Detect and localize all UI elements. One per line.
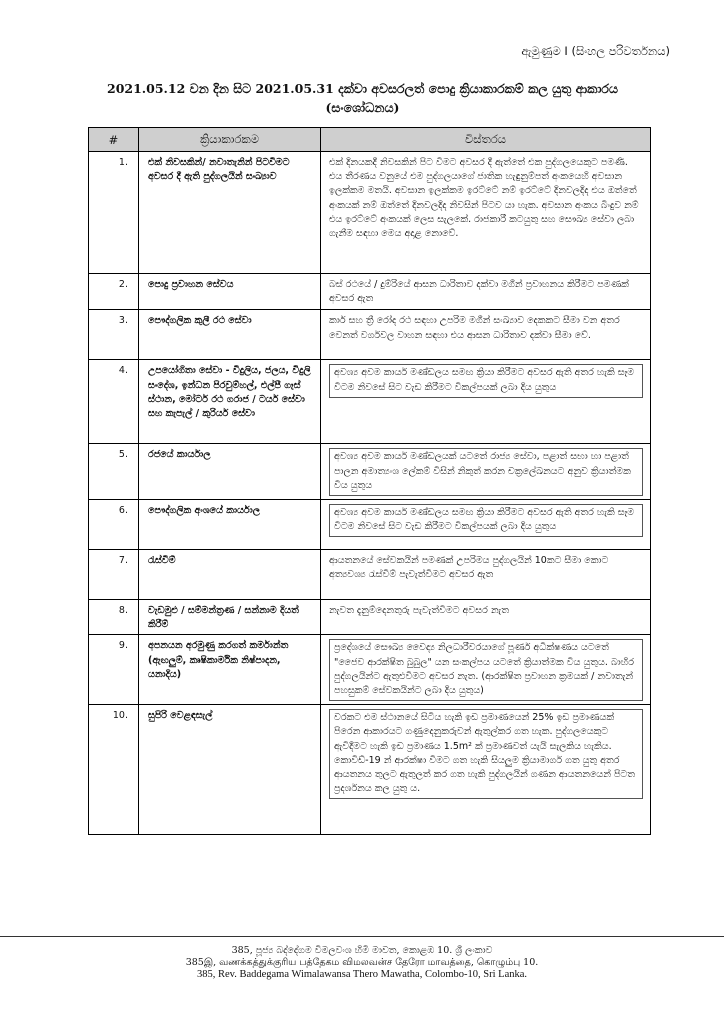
row-details: වරකට එම ස්ථානයේ සිටිය හැකි ඉඩ ප්‍රමාණයෙන් 25% ඉඩ ප්‍රමාණයක් පිරෙන ආකාරයට ගණුදෙනුකරුවන් ඇතුල්කර ගත හැක. පුද්ගලයෙකුට ඇවිදීමට හැකි ඉඩ ප්‍රමාණය 1.5m² ක් ප්‍රමාණවත් යැයි සැලකිය හැකිය. කොවිඩ්-19 න් ආරක්ෂා වීමට ගත හැකි සියලුම ක්‍රියාමාර්ග ගත යුතු අතර ආයතනය තුලට ඇතුලත් කර ගත හැකි පුද්ගලයින් ගණන ආයතනයෙන් පිටත ප්‍රදර්ශනය කල යුතු ය. [329,709,643,799]
row-details: නැවත දැනුම්දෙනතුරු පැවැත්වීමට අවසර නැත [329,605,509,617]
table-row [89,444,651,500]
table-row [89,705,651,835]
row-number: 3. [89,310,139,360]
row-activity: අපනයන අරමුණු කරගත් කර්මාන්ත (ඇඟලුම්, කෘෂිකාර්මික නිෂ්පාදන, යනාදිය) [139,635,321,705]
row-number: 4. [89,360,139,444]
row-details-cell [321,635,651,705]
row-details-cell [321,500,651,550]
document-title [60,79,665,117]
table-row [89,550,651,600]
row-number: 8. [89,600,139,635]
table-row [89,310,651,360]
row-number: 9. [89,635,139,705]
row-details: එක් දිනයකදී නිවසකින් පිට වීමට අවසර දී ඇත්තේ එක පුද්ගලයෙකුට පමණි. එය තීරණය වනුයේ එම පුද්ගලයාගේ ජාතික හැඳුනුම්පත් අංකයෙහි අවසාන ඉලක්කම මතයි. අවසාන ඉලක්කම ඉරට්ටේ නම් ඉරට්ටේ දිනවලදිද එය ඔත්තේ අංකයක් නම් ඔත්තේ දිනවලදිද නිවසින් පිටව යා හැක. අවසාන අංකය බිංදුව නම් එය ඉරට්ටේ අංකයක් ලෙස සැලකේ. රාජකාරී කටයුතු සහ සෞඛ්‍ය සේවා ලබා ගැනීම සඳහා මෙය අදාළ නොවේ. [329,157,639,240]
row-activity: උපයෝගිතා සේවා - විදුලිය, ජලය, විදුලි සංදේශ, ඉන්ධන පිරවුම්හල්, එල්පී ගෑස් ස්ථාන, මෝටර් රථ ගරාජ / ටයර් සේවා සහ කැපැල් / කුරියර් සේවා [139,360,321,444]
row-details: බස් රථයේ / දුම්රියේ ආසන ධාරිතාව දක්වා මගීන් ප්‍රවාහනය කිරීමට පමණක් අවසර ඇත [329,279,629,305]
table-row [89,152,651,274]
table-row [89,600,651,635]
row-activity: රැස්වීම් [139,550,321,600]
footer-address [0,945,724,981]
table-body [89,152,651,835]
table-row [89,274,651,310]
row-activity: සුපිරි වෙළඳසැල් [139,705,321,835]
row-details-cell [321,274,651,310]
row-details: අවශ්‍ය අවම කාර්ය මණ්ඩලයක් යටතේ රාජ්‍ය සේවා, පළාත් සභා හා පළාත් පාලන අමාත්‍යංශ ලේකම් විසින් නිකුත් කරන චක්‍රලේඛනයට අනුව ක්‍රියාත්මක විය යුතුය [329,448,643,496]
row-number: 5. [89,444,139,500]
row-activity: වැඩමුළු / සම්මන්ත්‍රණ / සන්නාම දියත් කිරීම් [139,600,321,635]
row-number: 10. [89,705,139,835]
row-activity: එක් නිවසකින්/ නවාතැනින් පිටවීමට අවසර දී ඇති පුද්ගලයින් සංඛ්‍යාව [139,152,321,274]
row-details: ප්‍රදේශයේ සෞඛ්‍ය වෛද්‍ය නිලධාරීවරයාගේ පූර්ණ අධීක්ෂණය යටතේ "ජෛව ආරක්ෂිත බුබුල" යන සංකල්පය යටතේ ක්‍රියාත්මක විය යුතුය. බාහිර පුද්ගලයින්ට ඇතුළුවීමට අවසර නැත. (ආරක්ෂිත ප්‍රවාහන ක්‍රමයක් / නවාතැන් පහසුකම් සේවකයින්ට ලබා දිය යුතුය) [329,639,643,701]
footer-line-tamil: 385இ, வணக்கத்துக்குரிய பத்தேகம விமலவன்ச தேரோ மாவத்தை, கொழும்பு 10. [185,957,539,968]
header-details: විස්තරය [321,128,651,152]
table-row [89,635,651,705]
row-activity: පෞද්ගලික අංශයේ කාර්යාල [139,500,321,550]
row-activity: රජයේ කාර්යාල [139,444,321,500]
row-details-cell [321,600,651,635]
row-details-cell [321,360,651,444]
annex-label: ඇමුණුම I (සිංහල පරිවර්තනය) [521,44,670,58]
row-details: අවශ්‍ය අවම කාර්ය මණ්ඩලය සමඟ ක්‍රියා කිරීමට අවසර ඇති අතර හැකි සෑම විටම නිවසේ සිට වැඩ කිරීමට විකල්පයක් ලබා දිය යුතුය [329,504,643,537]
footer-line-english: 385, Rev. Baddegama Wimalawansa Thero Mawatha, Colombo-10, Sri Lanka. [196,969,528,980]
row-details: අවශ්‍ය අවම කාර්ය මණ්ඩලය සමඟ ක්‍රියා කිරීමට අවසර ඇති අතර හැකි සෑම විටම නිවසේ සිට වැඩ කිරීමට විකල්පයක් ලබා දිය යුතුය [329,364,643,397]
row-activity: පෞද්ගලික කුලී රථ සේවා [139,310,321,360]
row-details-cell [321,310,651,360]
header-num: # [89,128,139,152]
row-details-cell [321,550,651,600]
row-details: ආයතනයේ සේවකයින් පමණක් උපරිමය පුද්ගලයින් 10කට සීමා කොට අත්‍යවශ්‍ය රැස්වීම් පැවැත්වීමට අවසර ඇත [329,555,609,581]
title-line-1: 2021.05.12 වන දින සිට 2021.05.31 දක්වා අවසරලත් පොදු ක්‍රියාකාරකම් කල යුතු ආකාරය [107,81,618,96]
footer-divider [0,936,724,937]
table-header-row [89,128,651,152]
footer-line-sinhala: 385, පූජ්‍ය බද්දේගම විමලවංශ හිමි මාවත, කොළඹ 10. ශ්‍රී ලංකාව [231,945,493,956]
header-activity: ක්‍රියාකාරකම [139,128,321,152]
row-number: 6. [89,500,139,550]
row-details-cell [321,705,651,835]
row-details-cell [321,444,651,500]
row-activity: පොදු ප්‍රවාහන සේවය [139,274,321,310]
title-line-2: (සංශෝධනය) [325,100,400,115]
row-number: 7. [89,550,139,600]
row-details: කාර් සහ ත්‍රී රෝද රථ සඳහා උපරිම මගීන් සංඛ්‍යාව දෙකකට සීමා වන අතර වෙනත් වර්ගවල වාහන සඳහා එය ආසන ධාරිතාව දක්වා සීමා වේ. [329,315,620,341]
row-number: 1. [89,152,139,274]
table-row [89,500,651,550]
row-number: 2. [89,274,139,310]
row-details-cell [321,152,651,274]
activities-table [88,127,651,835]
table-row [89,360,651,444]
